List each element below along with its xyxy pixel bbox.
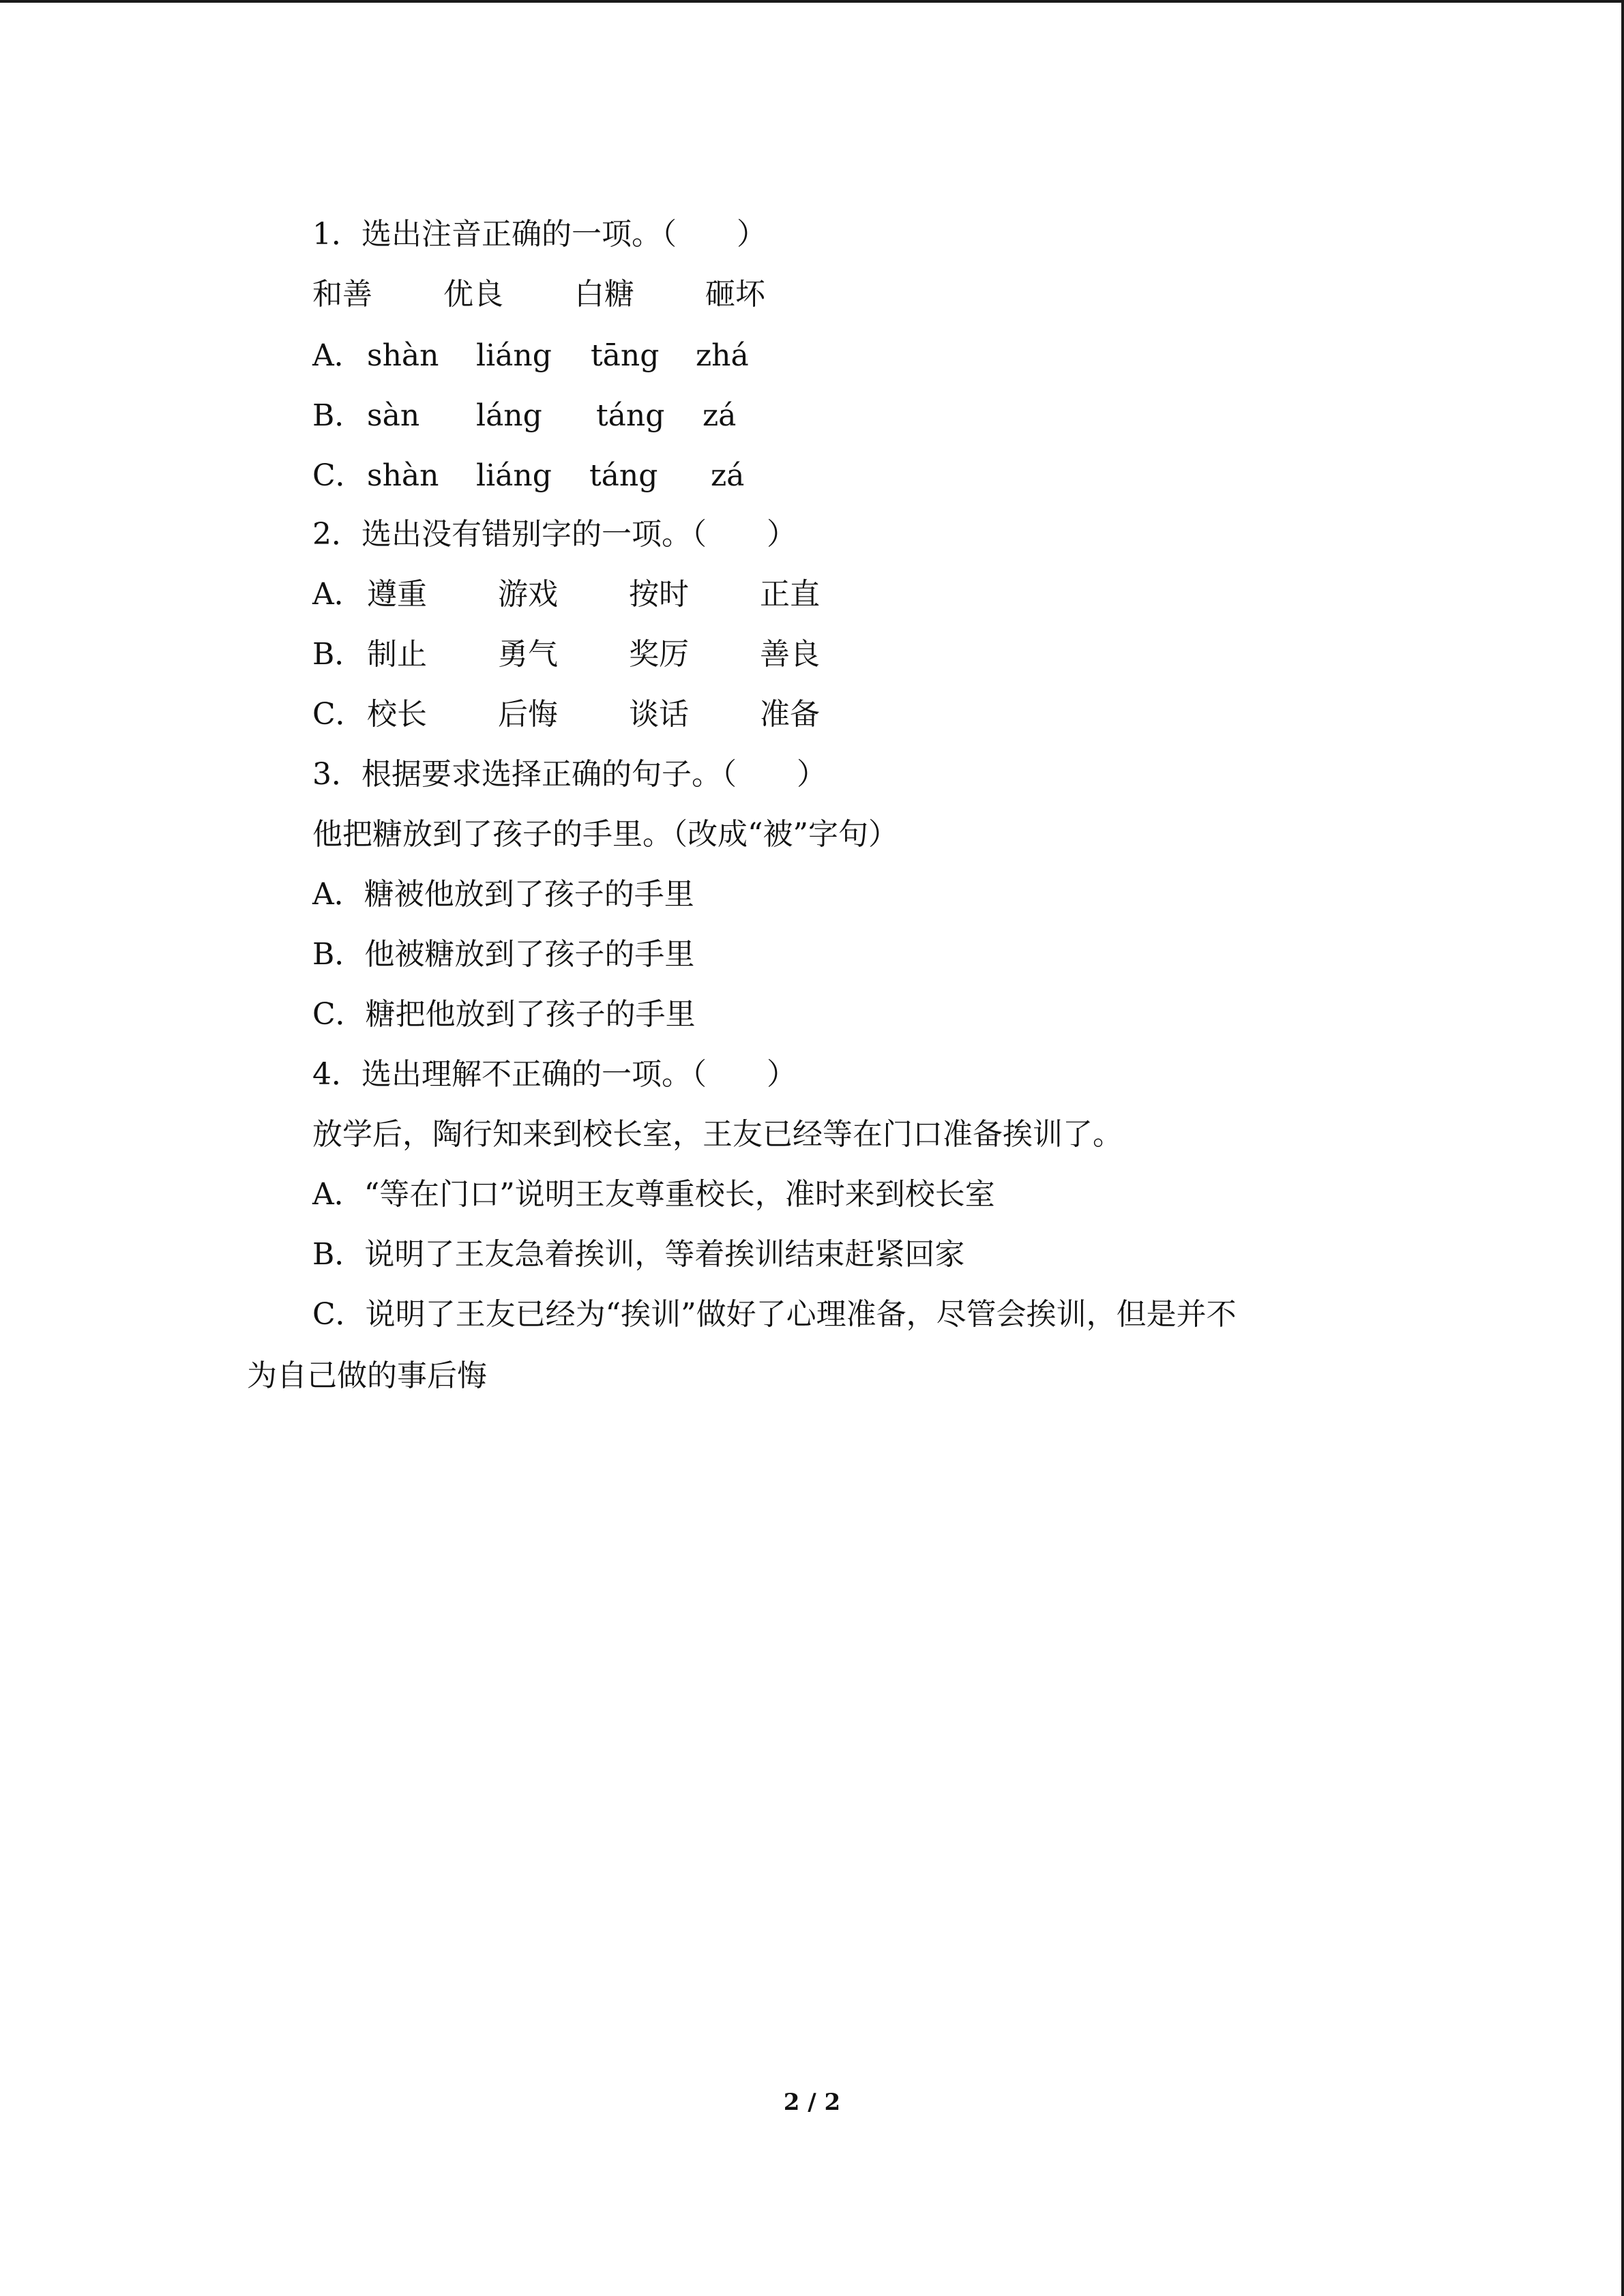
q3-option-b: B．他被糖放到了孩子的手里 — [312, 937, 695, 972]
q2-option-a — [312, 574, 831, 615]
option-word: 谈话 — [629, 697, 689, 732]
q4-passage: 放学后，陶行知来到校长室，王友已经等在门口准备挨训了。 — [312, 1117, 1123, 1152]
option-label: B． — [312, 398, 365, 433]
q4-option-c: C．说明了王友已经为“挨训”做好了心理准备，尽管会挨训，但是并不 — [312, 1297, 1237, 1332]
pinyin: shàn — [367, 338, 439, 373]
option-word: 游戏 — [498, 577, 558, 612]
option-word: 勇气 — [498, 637, 558, 672]
q4-option-c-continued: 为自己做的事后悔 — [247, 1358, 487, 1393]
q2-option-c — [312, 694, 831, 735]
option-word: 正直 — [760, 577, 820, 612]
pinyin: zá — [711, 458, 745, 493]
q3-option-c: C．糖把他放到了孩子的手里 — [312, 997, 696, 1032]
q2-option-b — [312, 634, 831, 675]
q1-stem: 1．选出注音正确的一项。（ ） — [312, 217, 767, 252]
option-label: A． — [312, 338, 364, 373]
option-label: A． — [312, 577, 364, 612]
page-number: 2 / 2 — [783, 2089, 841, 2116]
option-word: 准备 — [760, 697, 820, 732]
q4-stem: 4．选出理解不正确的一项。（ ） — [312, 1057, 797, 1092]
option-word: 后悔 — [498, 697, 558, 732]
q1-option-c — [312, 456, 790, 496]
pinyin: táng — [589, 458, 658, 493]
pinyin: láng — [476, 398, 542, 433]
option-word: 奖厉 — [629, 637, 689, 672]
pinyin: liáng — [476, 338, 552, 373]
q1-words-row — [312, 274, 790, 315]
pinyin: shàn — [367, 458, 439, 493]
option-label: C． — [312, 697, 366, 732]
q2-stem: 2．选出没有错别字的一项。（ ） — [312, 517, 797, 552]
pinyin: zhá — [696, 338, 749, 373]
page-top-border — [0, 0, 1624, 3]
q1-option-a — [312, 336, 790, 376]
q1-word: 白糖 — [574, 277, 634, 312]
q3-stem: 3．根据要求选择正确的句子。（ ） — [312, 757, 827, 792]
option-word: 遵重 — [367, 577, 427, 612]
option-label: C． — [312, 458, 366, 493]
pinyin: tāng — [591, 338, 660, 373]
q1-word: 优良 — [443, 277, 503, 312]
page-right-border — [1621, 0, 1624, 2296]
option-word: 校长 — [367, 697, 427, 732]
q1-word: 和善 — [312, 277, 372, 312]
option-word: 按时 — [629, 577, 689, 612]
pinyin: sàn — [367, 398, 420, 433]
q1-option-b — [312, 396, 790, 436]
option-label: B． — [312, 637, 365, 672]
q4-option-b: B．说明了王友急着挨训，等着挨训结束赶紧回家 — [312, 1237, 965, 1272]
q4-option-a: A．“等在门口”说明王友尊重校长，准时来到校长室 — [312, 1177, 995, 1212]
pinyin: táng — [596, 398, 665, 433]
q1-word: 砸坏 — [705, 277, 765, 312]
pinyin: liáng — [476, 458, 552, 493]
pinyin: zá — [703, 398, 737, 433]
option-word: 制止 — [367, 637, 427, 672]
q3-sentence: 他把糖放到了孩子的手里。（改成“被”字句） — [312, 817, 898, 852]
q3-option-a: A．糖被他放到了孩子的手里 — [312, 877, 694, 912]
option-word: 善良 — [760, 637, 820, 672]
